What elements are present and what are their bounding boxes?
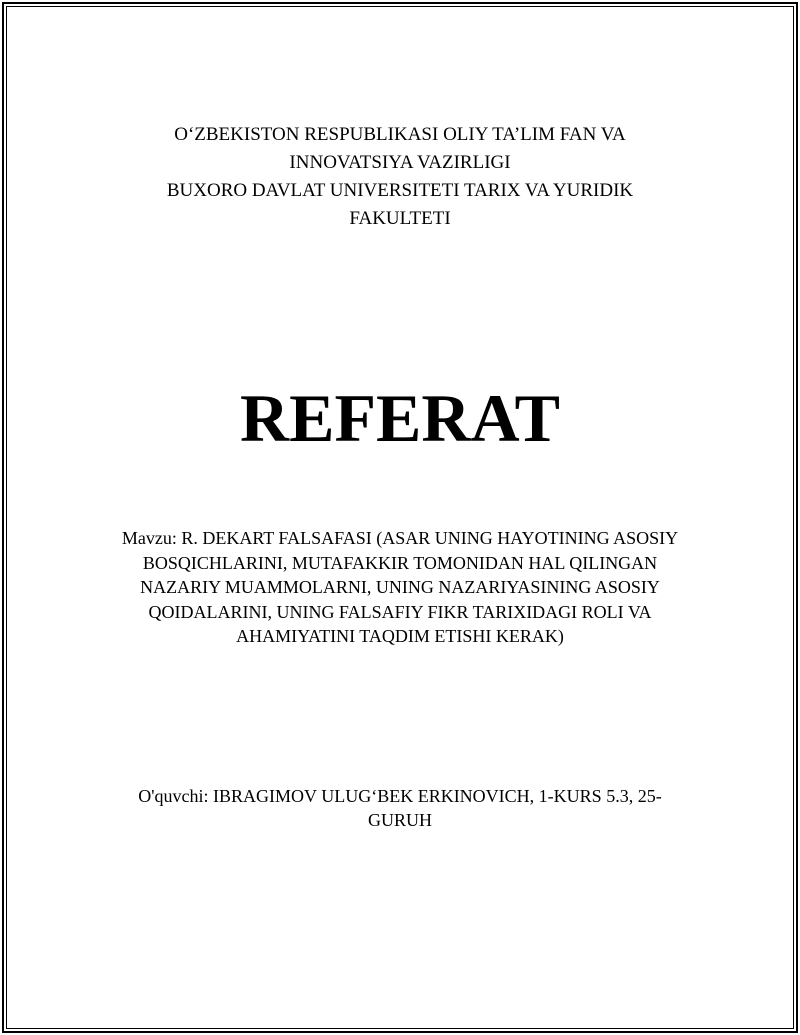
student-info: O'quvchi: IBRAGIMOV ULUG‘BEK ERKINOVICH, 1-KURS 5.3, 25-GURUH	[138, 786, 662, 830]
topic-text: Mavzu: R. DEKART FALSAFASI (ASAR UNING HAYOTINING ASOSIY BOSQICHLARINI, MUTAFAKKIR TOMONIDAN HAL QILINGAN NAZARIY MUAMMOLARNI, UNING NAZARIYASINING ASOSIY QOIDALARINI, UNING FALSAFIY FIKR TARIXIDAGI ROLI VA AHAMIYATINI TAQDIM ETISHI KERAK)	[121, 528, 679, 646]
document-title: REFERAT	[240, 380, 560, 456]
university-faculty-name: BUXORO DAVLAT UNIVERSITETI TARIX VA YURIDIK FAKULTETI	[166, 180, 634, 229]
ministry-name: O‘ZBEKISTON RESPUBLIKASI OLIY TA’LIM FAN VA INNOVATSIYA VAZIRLIGI	[174, 124, 626, 173]
student-section	[0, 784, 800, 832]
topic-section	[0, 526, 800, 649]
document-header	[0, 121, 800, 233]
